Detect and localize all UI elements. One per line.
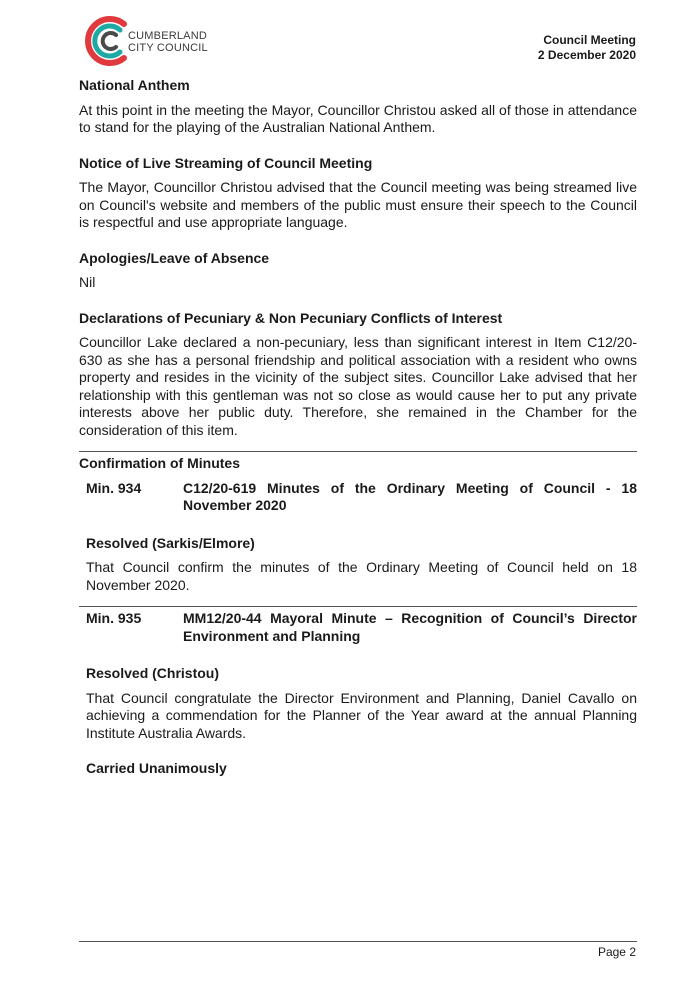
minutes-content: [79, 77, 637, 785]
resolved-heading: Resolved (Sarkis/Elmore): [86, 534, 255, 551]
minute-title: C12/20-619 Minutes of the Ordinary Meeting of Council - 18 November 2020: [183, 479, 637, 513]
minute-row-934: [79, 480, 637, 515]
section-divider: [79, 606, 637, 607]
declarations-body: Councillor Lake declared a non-pecuniary, less than significant interest in Item C12/20-630 as she has a personal friendship and political association with a resident who owns property and resides in the vicinity of the subject sites. Councillor Lake advised that her relationship with this gentleman was not so close as would cause her to put any private interests above her public duty. Therefore, she remained in the Chamber for the consideration of this item.: [79, 334, 637, 438]
minute-row-935: [79, 610, 637, 645]
carried-status: Carried Unanimously: [86, 760, 227, 776]
section-divider: [79, 451, 637, 452]
meeting-header: [538, 33, 636, 63]
streaming-heading: Notice of Live Streaming of Council Meeting: [79, 154, 373, 171]
logo-line-2: CITY COUNCIL: [128, 42, 208, 54]
resolution-body: That Council confirm the minutes of the Ordinary Meeting of Council held on 18 November 2020.: [86, 559, 637, 593]
cumberland-logo-icon: [80, 14, 134, 68]
minute-number: Min. 935: [86, 610, 142, 626]
apologies-body: Nil: [79, 274, 96, 290]
page-number: Page 2: [597, 945, 636, 959]
apologies-heading: Apologies/Leave of Absence: [79, 249, 270, 266]
minute-number: Min. 934: [86, 479, 142, 496]
minute-title: MM12/20-44 Mayoral Minute – Recognition of Council’s Director Environment and Planning: [183, 610, 637, 644]
footer-divider: [79, 941, 637, 942]
anthem-heading: National Anthem: [79, 77, 190, 93]
meeting-name: Council Meeting: [543, 33, 636, 47]
logo-line-1: CUMBERLAND: [128, 30, 208, 42]
resolution-body: That Council congratulate the Director Environment and Planning, Daniel Cavallo on achieving a commendation for the Planner of the Year award at the annual Planning Institute Australia Awards.: [86, 689, 637, 741]
streaming-body: The Mayor, Councillor Christou advised that the Council meeting was being streamed live on Council's website and members of the public must ensure their speech to the Council is respectful and use appropriate language.: [79, 179, 637, 230]
confirmation-heading: Confirmation of Minutes: [79, 455, 240, 471]
meeting-date: 2 December 2020: [537, 48, 636, 62]
anthem-body: At this point in the meeting the Mayor, Councillor Christou asked all of those in attendance to stand for the playing of the Australian National Anthem.: [79, 101, 637, 135]
resolved-heading: Resolved (Christou): [86, 665, 220, 681]
logo-text: [128, 30, 208, 54]
declarations-heading: Declarations of Pecuniary & Non Pecuniary Conflicts of Interest: [79, 309, 503, 326]
